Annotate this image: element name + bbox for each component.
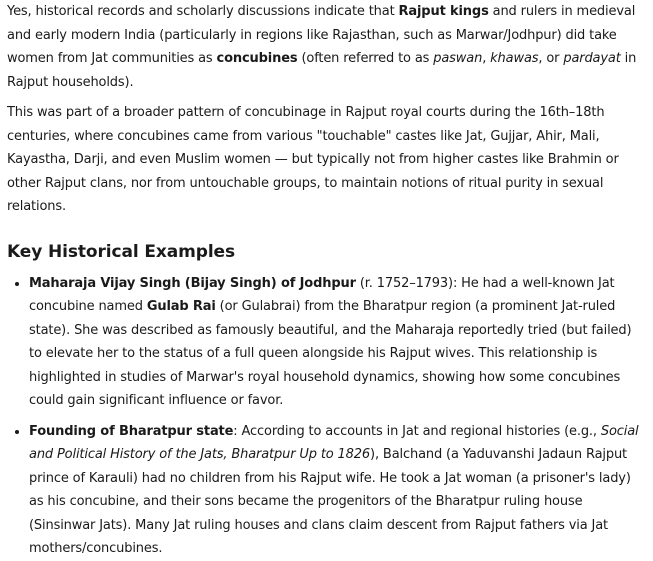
text-span: , xyxy=(482,51,491,66)
text-span: : According to accounts in Jat and regional histories (e.g., xyxy=(233,423,601,439)
bold-concubines: concubines xyxy=(216,51,298,66)
italic-khawas: khawas xyxy=(490,51,539,66)
intro-paragraph-2: This was part of a broader pattern of concubinage in Rajput royal courts during the 16th–18th centuries, where concubines came from various "touchable" castes like Jat, Gujjar, Ahir, Mali, Kayastha, Darji, and even Muslim women — but typically not from higher castes like Brahmin or other Rajput clans, nor from untouchable groups, to maintain notions of ritual purity in sexual relations. xyxy=(7,105,619,214)
text-span: (often referred to as xyxy=(297,51,434,66)
text-span: , or xyxy=(538,51,564,66)
intro-paragraph-1 xyxy=(7,0,647,94)
text-span: Yes, historical records and scholarly discussions indicate that xyxy=(7,4,399,19)
text-span: (or Gulabrai) from the Bharatpur region (a prominent Jat-ruled state). She was described as famously beautiful, and the Maharaja reportedly tried (but failed) to elevate her to the status of a full queen alongside his Rajput wives. This relationship is highlighted in studies of Marwar's royal household dynamics, showing how some concubines could gain significant influence or favor. xyxy=(29,299,632,408)
italic-book-title: Social and Political History of the Jats, Bharatpur Up to 1826 xyxy=(29,423,639,462)
bold-founding-bharatpur: Founding of Bharatpur state xyxy=(29,423,234,439)
bold-rajput-kings: Rajput kings xyxy=(398,4,489,19)
section-heading: Key Historical Examples xyxy=(7,241,235,262)
italic-pardayat: pardayat xyxy=(563,51,621,66)
text-span: and rulers in medieval and early modern India (particularly in regions like Rajasthan, such as Marwar/Jodhpur) did take women from Jat communities as xyxy=(7,4,636,66)
text-span: in Rajput households). xyxy=(7,51,637,90)
text-span: ), Balchand (a Yaduvanshi Jadaun Rajput prince of Karauli) had no children from his Rajput wife. He took a Jat woman (a prisoner's lady) as his concubine, and their sons became the progenitors of the Bharatpur ruling house (Sinsinwar Jats). Many Jat ruling houses and clans claim descent from Rajput fathers via Jat mothers/concubines. xyxy=(29,447,631,556)
bold-vijay-singh: Maharaja Vijay Singh (Bijay Singh) of Jodhpur xyxy=(29,275,356,291)
bold-gulab-rai: Gulab Rai xyxy=(146,299,216,314)
text-span: (r. 1752–1793): He had a well-known Jat concubine named xyxy=(29,275,615,314)
list-item xyxy=(29,420,647,561)
list-item xyxy=(29,272,647,413)
examples-list xyxy=(7,272,647,561)
italic-paswan: paswan xyxy=(433,51,483,66)
